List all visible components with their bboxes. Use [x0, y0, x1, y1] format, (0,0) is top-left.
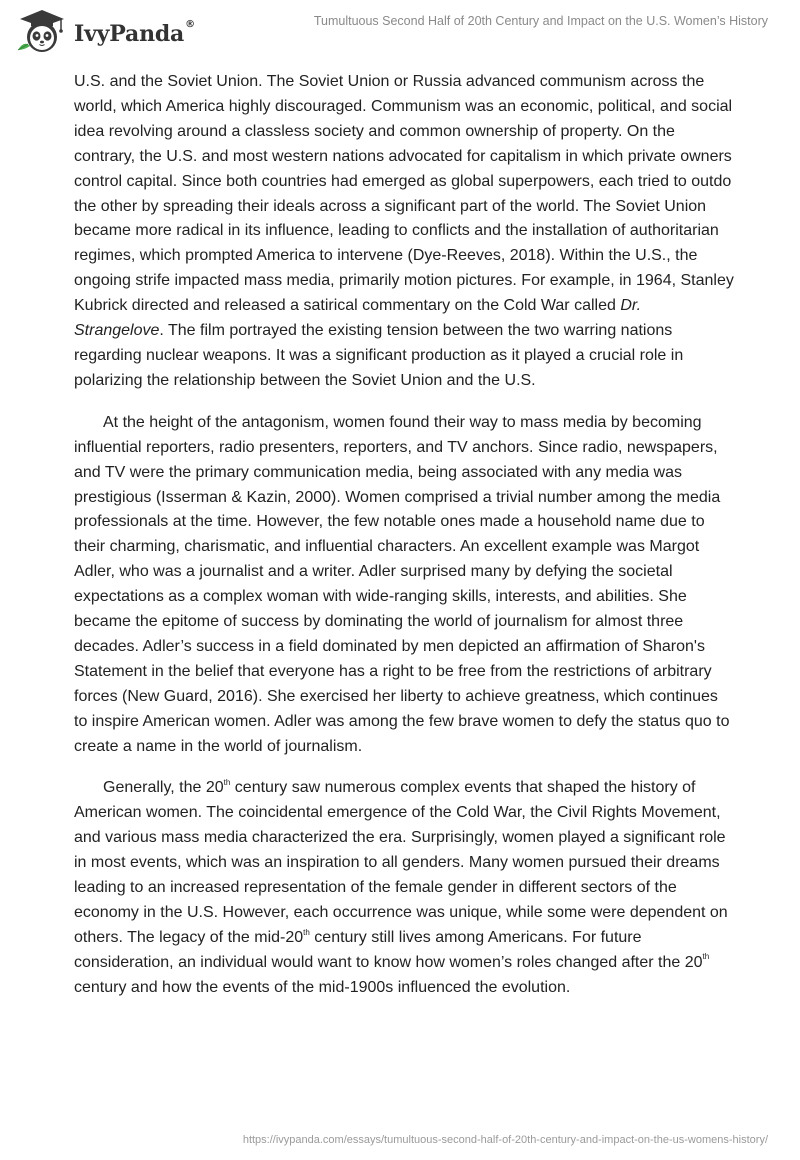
paragraph-3-text-b: century saw numerous complex events that shaped the history of American women. The coincidental emergence of the Cold War, the Civil Rights Movement, and various mass media characterized the era. Surprisingly, women played a significant role in most events, which was an inspiration to all genders. Many women pursued their dreams leading to an increased representation of the female gender in different sectors of the economy in the U.S. However, each occurrence was unique, while some were dependent on others. The legacy of the mid-20	[74, 779, 728, 946]
paragraph-3-text-c: century still lives among Americans. For future consideration, an individual would want to know how women’s roles changed after the 20	[74, 928, 703, 971]
film-title: Dr. Strangelove	[74, 297, 642, 340]
panda-graduate-icon	[14, 6, 70, 56]
document-title: Tumultuous Second Half of 20th Century and Impact on the U.S. Women’s History	[313, 14, 768, 28]
source-url-link[interactable]: https://ivypanda.com/essays/tumultuous-second-half-of-20th-century-and-impact-on-the-us-womens-history/	[242, 1134, 768, 1146]
paragraph-1	[74, 70, 734, 394]
brand-name: IvyPanda	[74, 21, 185, 47]
paragraph-3	[74, 776, 734, 1000]
paragraph-2: At the height of the antagonism, women found their way to mass media by becoming influential reporters, radio presenters, reporters, and TV anchors. Since radio, newspapers, and TV were the primary communication media, being associated with any media was prestigious (Isserman & Kazin, 2000). Women comprised a trivial number among the media professionals at the time. However, the few notable ones made a household name due to their charming, charismatic, and influential characters. An excellent example was Margot Adler, who was a journalist and a writer. Adler surprised many by defying the societal expectations as a complex woman with wide-ranging skills, interests, and abilities. She became the epitome of success by dominating the world of journalism for almost three decades. Adler’s success in a field dominated by men depicted an affirmation of Sharon's Statement in the belief that everyone has a right to be free from the restrictions of arbitrary forces (New Guard, 2016). She exercised her liberty to achieve greatness, which continues to inspire American women. Adler was among the few brave women to defy the status quo to create a name in the world of journalism.	[74, 413, 730, 755]
page-header	[0, 0, 800, 64]
paragraph-3-text-a: Generally, the 20	[103, 779, 224, 797]
essay-body	[74, 70, 734, 1018]
paragraph-1-text-a: U.S. and the Soviet Union. The Soviet Union or Russia advanced communism across the world, which America highly discouraged. Communism was an economic, political, and social idea revolving around a classless society and common ownership of property. On the contrary, the U.S. and most western nations advocated for capitalism in which private owners control capital. Since both countries had emerged as global superpowers, each tried to outdo the other by spreading their ideals across a significant part of the world. The Soviet Union became more radical in its influence, leading to conflicts and the installation of authoritarian regimes, which prompted America to intervene (Dye-Reeves, 2018). Within the U.S., the ongoing strife impacted mass media, primarily motion pictures. For example, in 1964, Stanley Kubrick directed and released a satirical commentary on the Cold War called	[74, 73, 734, 315]
paragraph-3-text-d: century and how the events of the mid-1900s influenced the evolution.	[74, 978, 571, 996]
superscript-th-3: th	[702, 952, 710, 962]
paragraph-1-text-b: . The film portrayed the existing tension between the two warring nations regarding nuclear weapons. It was a significant production as it played a crucial role in polarizing the relationship between the Soviet Union and the U.S.	[74, 322, 684, 389]
ivypanda-logo[interactable]	[14, 6, 195, 56]
superscript-th-1: th	[223, 778, 231, 788]
registered-mark: ®	[185, 19, 195, 30]
superscript-th-2: th	[303, 927, 310, 937]
